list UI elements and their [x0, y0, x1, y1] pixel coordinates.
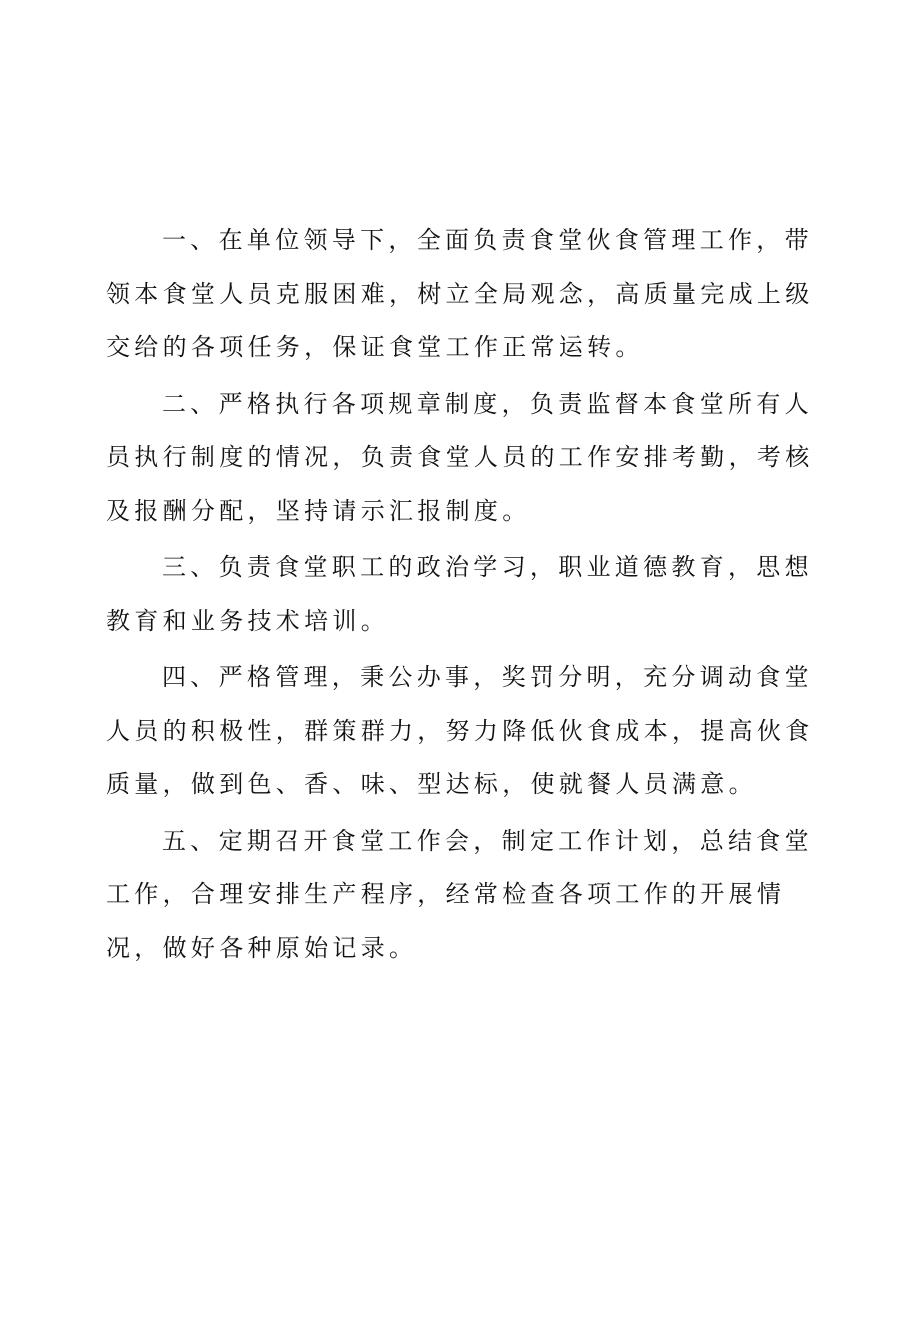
paragraph-2: 二、严格执行各项规章制度，负责监督本食堂所有人员执行制度的情况，负责食堂人员的工作安排考勤，考核及报酬分配，坚持请示汇报制度。: [106, 389, 814, 525]
document-body: [106, 214, 822, 978]
paragraph-5: 五、定期召开食堂工作会，制定工作计划，总结食堂工作，合理安排生产程序，经常检查各项工作的开展情况，做好各种原始记录。: [106, 826, 813, 962]
paragraph-1: 一、在单位领导下，全面负责食堂伙食管理工作，带领本食堂人员克服困难，树立全局观念，高质量完成上级交给的各项任务，保证食堂工作正常运转。: [106, 226, 814, 361]
paragraph-3: 三、负责食堂职工的政治学习，职业道德教育，思想教育和业务技术培训。: [106, 553, 813, 635]
paragraph-4: 四、严格管理，秉公办事，奖罚分明，充分调动食堂人员的积极性，群策群力，努力降低伙食成本，提高伙食质量，做到色、香、味、型达标，使就餐人员满意。: [106, 663, 814, 798]
